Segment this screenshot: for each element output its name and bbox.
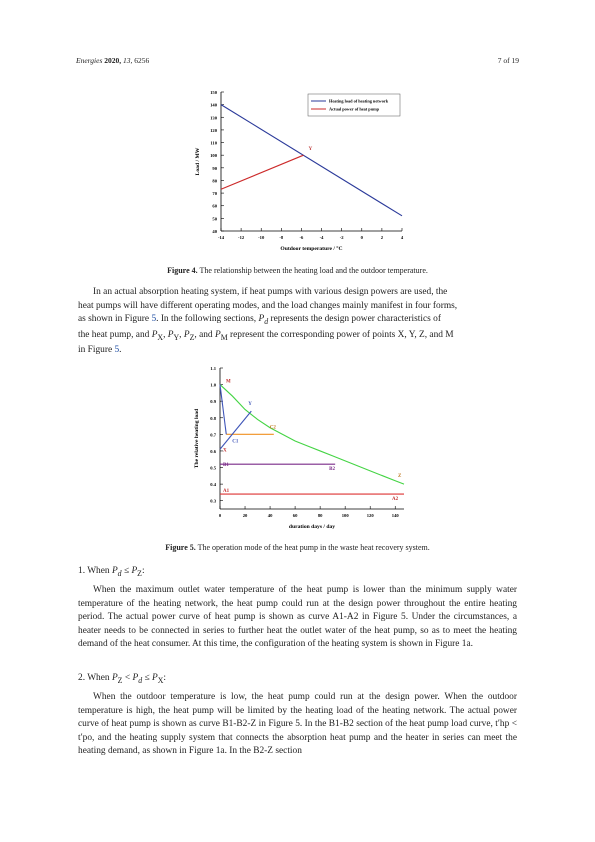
x-tick-label: 120 bbox=[366, 513, 374, 518]
figure-5-caption bbox=[0, 543, 595, 552]
point-label-c1: C1 bbox=[232, 439, 239, 445]
legend-box bbox=[308, 94, 400, 116]
point-label-c2: C2 bbox=[269, 425, 276, 431]
point-label-a1: A1 bbox=[223, 489, 230, 495]
figure-5-link[interactable]: 5 bbox=[151, 314, 157, 325]
point-label-y: Y bbox=[308, 146, 313, 153]
y-tick-label: 110 bbox=[210, 140, 217, 146]
figure-4-chart bbox=[0, 86, 595, 261]
x-tick-label: -14 bbox=[217, 235, 225, 240]
x-tick-label: -6 bbox=[299, 235, 304, 240]
journal-year: 2020, bbox=[104, 56, 122, 65]
y-tick-label: 0.4 bbox=[210, 482, 216, 488]
y-tick-label: 0.9 bbox=[210, 399, 216, 405]
series-line-2 bbox=[221, 155, 303, 189]
y-tick-label: 40 bbox=[212, 229, 217, 234]
journal-citation bbox=[76, 56, 149, 65]
y-tick-label: 130 bbox=[210, 115, 217, 121]
x-tick-label: -4 bbox=[319, 235, 324, 240]
y-axis-title: The relative heating load bbox=[194, 408, 200, 469]
y-tick-label: 50 bbox=[212, 216, 217, 222]
running-header bbox=[76, 56, 519, 65]
x-tick-label: 80 bbox=[317, 513, 323, 518]
y-tick-label: 70 bbox=[212, 191, 217, 197]
figure-5-link[interactable]: 5 bbox=[114, 345, 120, 356]
x-tick-label: 60 bbox=[292, 513, 298, 518]
y-tick-label: 80 bbox=[212, 178, 217, 184]
x-tick-label: -2 bbox=[339, 235, 344, 240]
y-tick-label: 1.0 bbox=[210, 382, 216, 388]
point-label-y: Y bbox=[248, 402, 252, 408]
article-number: 6256 bbox=[134, 56, 150, 65]
x-tick-label: -10 bbox=[258, 235, 265, 240]
y-tick-label: 0.7 bbox=[210, 432, 216, 438]
case-2-heading: 2. When $P_Z < P_d \le P_X$: bbox=[78, 673, 166, 685]
case-1-heading: 1. When $P_d \le P_Z$: bbox=[78, 566, 145, 578]
x-tick-label: 0 bbox=[360, 235, 363, 240]
y-tick-label: 150 bbox=[210, 90, 217, 95]
y-tick-label: 0.8 bbox=[210, 415, 216, 421]
series-line-1 bbox=[221, 105, 402, 216]
x-tick-label: 40 bbox=[267, 513, 273, 518]
legend-label: Heating load of heating network bbox=[329, 98, 389, 104]
page-number: 7 of 19 bbox=[497, 56, 519, 65]
point-label-z: Z bbox=[398, 474, 402, 480]
x-tick-label: 0 bbox=[218, 513, 222, 518]
y-tick-label: 90 bbox=[212, 165, 217, 171]
para1-line: In an actual absorption heating system, if heat pumps with various design powers are used, the bbox=[93, 287, 448, 297]
point-label-x: X bbox=[223, 448, 227, 454]
point-label-b1: B1 bbox=[223, 463, 229, 469]
y-tick-label: 1.1 bbox=[210, 366, 216, 371]
legend-label: Actual power of heat pump bbox=[329, 106, 380, 112]
y-tick-label: 100 bbox=[210, 153, 217, 159]
x-axis-title: Outdoor temperature / °C bbox=[280, 246, 343, 252]
y-tick-label: 60 bbox=[212, 203, 217, 209]
x-tick-label: 140 bbox=[391, 513, 399, 518]
figure-4-label: Figure 4. bbox=[167, 266, 198, 275]
series-line-6 bbox=[220, 385, 226, 435]
journal-volume: 13, bbox=[123, 56, 133, 65]
point-label-a2: A2 bbox=[392, 497, 399, 503]
y-axis-title: Load / MW bbox=[195, 147, 201, 176]
case-2-paragraph: When the outdoor temperature is low, the heat pump could run at the design power. When the outdoor temperature is high, the heat pump will be limited by the heating load of the heating network. The actual power curve of heat pump is shown as curve B1-B2-Z in Figure 5. In the B1-B2 section of the heat pump load curve, t′hp < t′po, and the heating supply system that connects the absorption heat pump and the heater in series can meet the heating demand, as shown in Figure 1a. In the B2-Z section bbox=[78, 692, 517, 757]
figure-4-caption bbox=[0, 266, 595, 275]
x-tick-label: 20 bbox=[242, 513, 248, 518]
x-tick-label: 2 bbox=[380, 235, 384, 240]
paragraph-design-power bbox=[78, 286, 517, 358]
para1-line: in Figure 5. bbox=[78, 345, 122, 356]
x-tick-label: 100 bbox=[341, 513, 349, 518]
x-axis-title: duration days / day bbox=[288, 524, 336, 530]
point-label-m: M bbox=[226, 379, 231, 385]
x-tick-label: 4 bbox=[400, 235, 404, 240]
figure-5-label: Figure 5. bbox=[165, 543, 196, 552]
figure-5-caption-text: The operation mode of the heat pump in the waste heat recovery system. bbox=[197, 543, 430, 552]
y-tick-label: 0.5 bbox=[210, 465, 216, 471]
x-tick-label: -8 bbox=[279, 235, 284, 240]
figure-5-chart bbox=[0, 362, 595, 537]
journal-name: Energies bbox=[76, 56, 103, 65]
figure-4-caption-text: The relationship between the heating load and the outdoor temperature. bbox=[199, 266, 428, 275]
y-tick-label: 140 bbox=[210, 102, 217, 108]
para1-line: the heat pump, and $P_X$, $P_Y$, $P_Z$, and $P_M$ represent the corresponding power of points X, Y, Z, and M bbox=[78, 329, 454, 342]
x-tick-label: -12 bbox=[238, 235, 245, 240]
para1-line: as shown in Figure 5. In the following sections, $P_d$ represents the design power characteristics of bbox=[78, 314, 441, 327]
para1-line: heat pumps will have different operating modes, and the load changes mainly manifest in four forms, bbox=[78, 300, 458, 311]
case-1-paragraph: When the maximum outlet water temperature of the heat pump is lower than the minimum supply water temperature of the heating network, the heat pump could run at the design power throughout the entire heating period. The actual power curve of heat pump is shown as curve A1-A2 in Figure 5. Under the circumstances, a heater needs to be connected in series to further heat the outlet water of the heat pump, so as to meet the heating demand of the heat consumer. At this time, the configuration of the heating system is shown in Figure 1a. bbox=[78, 585, 517, 650]
y-tick-label: 0.3 bbox=[210, 498, 216, 504]
y-tick-label: 0.6 bbox=[210, 448, 216, 454]
point-label-b2: B2 bbox=[329, 467, 336, 473]
y-tick-label: 120 bbox=[210, 127, 217, 133]
